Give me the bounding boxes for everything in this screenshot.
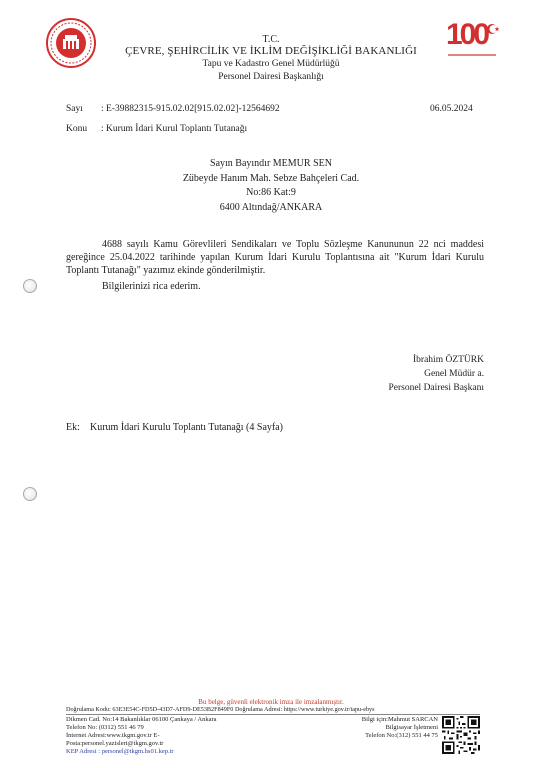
attachment-value: Kurum İdari Kurulu Toplantı Tutanağı (4 Sayfa) [90, 422, 283, 433]
recipient-address-number: No:86 Kat:9 [246, 187, 296, 198]
body-paragraph-2: Bilgilerinizi rica ederim. [102, 281, 201, 292]
crescent-star-icon [486, 22, 500, 36]
verification-line: Doğrulama Kodu: 63E3E54C-FD5D-43D7-AFD9-DE53B2F849F0 Doğrulama Adresi: https://www.turkiye.gov.tr/tapu-ebys [66, 706, 375, 713]
centennial-logo [446, 18, 500, 60]
header-directorate: Tapu ve Kadastro Genel Müdürlüğü [202, 59, 340, 69]
footer-info-role: Bilgisayar İşletmeni [385, 724, 438, 731]
header-department: Personel Dairesi Başkanlığı [218, 72, 324, 82]
recipient-address-city: 6400 Altındağ/ANKARA [219, 202, 323, 213]
attachment-label: Ek: [66, 422, 80, 433]
qr-code-icon [442, 716, 480, 754]
footer-info-phone: Telefon No:(312) 551 44 75 [365, 732, 438, 739]
recipient-name: Sayın Bayındır MEMUR SEN [210, 158, 332, 169]
header-tc: T.C. [262, 34, 280, 45]
konu-value: : Kurum İdari Kurul Toplantı Tutanağı [101, 124, 248, 134]
signer-title-2: Personel Dairesi Başkanı [388, 383, 484, 393]
header-ministry: ÇEVRE, ŞEHİRCİLİK VE İKLİM DEĞİŞİKLİĞİ BAKANLIĞI [125, 45, 417, 57]
centennial-logo-number: 100 [446, 18, 488, 51]
konu-label: Konu [66, 124, 88, 134]
signer-name: İbrahim ÖZTÜRK [413, 355, 484, 365]
e-signature-notice: Bu belge, güvenli elektronik imza ile imzalanmıştır. [198, 698, 344, 706]
body-paragraph-1: 4688 sayılı Kamu Görevlileri Sendikaları ve Toplu Sözleşme Kanununun 22 nci maddesi gereğince 25.04.2022 tarihinde yapılan Kurum İdari Kurulu Toplantısına ait "Kurum İdari Kurulu Toplantı Tutanağı" yazımız ekinde gönderilmiştir. [66, 239, 484, 276]
footer-web: İnternet Adresi:www.tkgm.gov.tr E- [66, 732, 160, 739]
footer-address: Dikmen Cad. No:14 Bakanlıklar 06100 Çankaya / Ankara [66, 716, 217, 723]
punch-hole-top [23, 279, 37, 293]
footer-contact-left [66, 716, 217, 756]
footer-info-person: Bilgi için:Mahmut SARCAN [361, 716, 438, 723]
punch-hole-bottom [23, 487, 37, 501]
sayi-label: Sayı [66, 104, 83, 114]
signer-title-1: Genel Müdür a. [424, 369, 484, 379]
footer-email: Posta:personel.yazisleri@tkgm.gov.tr [66, 740, 164, 747]
recipient-address-street: Zübeyde Hanım Mah. Sebze Bahçeleri Cad. [182, 173, 360, 184]
document-date: 06.05.2024 [430, 104, 473, 114]
centennial-logo-subline [448, 54, 496, 56]
sayi-value: : E-39882315-915.02.02[915.02.02]-12564692 [101, 104, 280, 114]
footer-kep: KEP Adresi : personel@tkgm.hs01.kep.tr [66, 748, 174, 755]
footer-phone: Telefon No: (0312) 551 46 79 [66, 724, 144, 731]
footer-divider [66, 714, 480, 715]
footer-contact-right [330, 716, 438, 740]
